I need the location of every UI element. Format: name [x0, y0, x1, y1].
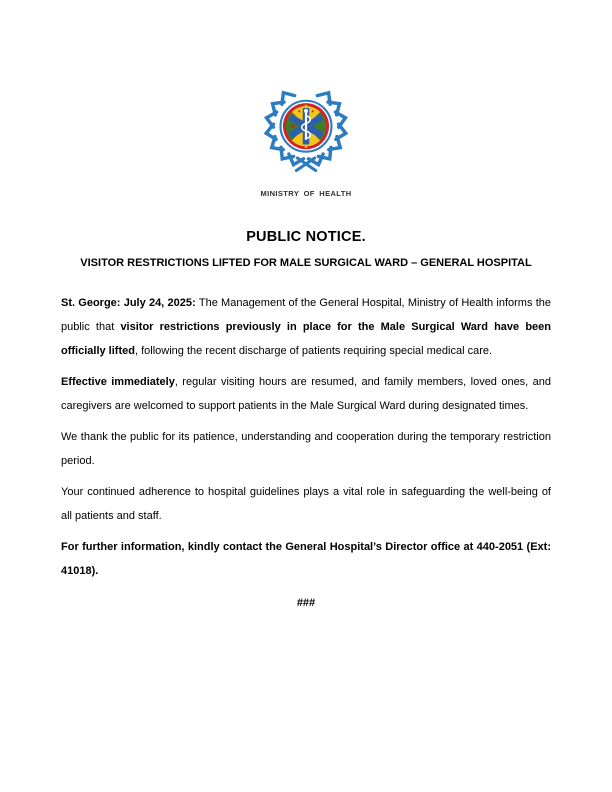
star-dot-icon — [305, 105, 308, 108]
text-segment: , regular visiting hours are resumed, and family members, loved ones, and caregivers are welcomed to support patients in the Male Surgical Ward during designated times. — [61, 376, 551, 412]
notice-paragraph — [61, 535, 551, 583]
notice-paragraphs — [61, 291, 551, 583]
end-mark: ### — [296, 597, 316, 609]
notice-paragraph — [61, 425, 551, 473]
notice-paragraph — [61, 480, 551, 528]
star-dot-icon — [298, 110, 300, 112]
star-dot-icon — [305, 146, 308, 148]
logo-caption: MINISTRY OF HEALTH — [260, 189, 352, 198]
page-title: PUBLIC NOTICE. — [246, 229, 366, 245]
nutmeg-dot-icon — [291, 125, 294, 128]
notice-paragraph — [61, 370, 551, 418]
text-segment: We thank the public for its patience, understanding and cooperation during the temporary restriction period. — [61, 431, 551, 467]
notice-subtitle: VISITOR RESTRICTIONS LIFTED FOR MALE SURGICAL WARD – GENERAL HOSPITAL — [80, 257, 532, 269]
bold-text-segment: visitor restrictions previously in place for the Male Surgical Ward have been officially lifted — [61, 321, 552, 357]
ministry-logo — [0, 0, 612, 198]
text-segment: , following the recent discharge of patients requiring special medical care. — [134, 345, 493, 357]
bold-text-segment: Effective immediately — [61, 376, 175, 388]
notice-paragraph — [61, 291, 551, 363]
ministry-of-health-logo-icon — [248, 82, 364, 182]
text-segment: The Management of the General Hospital, Ministry of Health informs the public that — [61, 297, 551, 333]
bold-text-segment: St. George: July 24, 2025: — [61, 297, 199, 309]
bold-text-segment: For further information, kindly contact the General Hospital’s Director office at 440-2051 (Ext: 41018). — [61, 541, 551, 577]
text-segment: Your continued adherence to hospital guidelines plays a vital role in safeguarding the well-being of all patients and staff. — [61, 486, 551, 522]
star-dot-icon — [312, 110, 314, 112]
